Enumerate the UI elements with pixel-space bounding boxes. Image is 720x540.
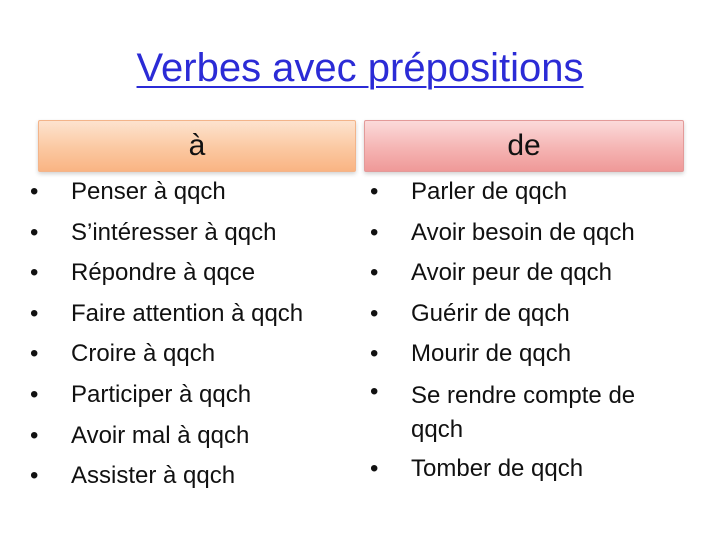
list-item-text: Guérir de qqch: [411, 299, 570, 327]
bullet-icon: •: [30, 299, 39, 327]
list-item-text: Faire attention à qqch: [71, 299, 304, 327]
list-item-text: Penser à qqch: [71, 178, 226, 205]
column-header-de: [364, 120, 684, 172]
verb-list-a: [30, 172, 360, 497]
bullet-icon: •: [30, 218, 39, 246]
list-item: [30, 416, 360, 457]
bullet-icon: •: [30, 178, 39, 205]
column-header-de-label: de: [507, 129, 541, 162]
bullet-icon: •: [30, 380, 39, 408]
list-item-text: Avoir mal à qqch: [71, 421, 250, 449]
list-item: [370, 253, 670, 294]
bullet-icon: •: [370, 454, 379, 482]
bullet-icon: •: [30, 462, 39, 490]
list-item: [30, 253, 360, 294]
list-item-text: Tomber de qqch: [411, 454, 584, 482]
list-item-text: Parler de qqch: [411, 178, 568, 205]
list-item-text: Mourir de qqch: [411, 340, 572, 368]
bullet-icon: •: [370, 218, 379, 246]
list-item-text: Participer à qqch: [71, 380, 252, 408]
list-item-text: Se rendre compte de qqch: [411, 381, 636, 443]
list-item: [370, 294, 670, 335]
list-item: [370, 449, 670, 490]
list-item-text: Croire à qqch: [71, 340, 216, 368]
bullet-icon: •: [30, 340, 39, 368]
list-item: [30, 375, 360, 416]
list-item: [370, 172, 670, 213]
list-item: [30, 172, 360, 213]
list-item-text: Assister à qqch: [71, 462, 236, 490]
list-item-text: S’intéresser à qqch: [71, 218, 277, 246]
list-item-text: Avoir besoin de qqch: [411, 218, 635, 246]
bullet-icon: •: [30, 421, 39, 449]
list-item: [30, 334, 360, 375]
list-item: [370, 334, 670, 375]
list-item-text: Avoir peur de qqch: [411, 259, 613, 287]
list-item-text: Répondre à qqce: [71, 259, 256, 287]
bullet-icon: •: [370, 178, 379, 205]
list-item: [30, 213, 360, 254]
bullet-icon: •: [30, 259, 39, 287]
bullet-icon: •: [370, 259, 379, 287]
bullet-icon: •: [370, 299, 379, 327]
bullet-icon: •: [370, 377, 379, 405]
list-item: [370, 375, 670, 449]
list-item: [30, 294, 360, 335]
list-item: [30, 456, 360, 497]
list-item: [370, 213, 670, 254]
column-header-a: [38, 120, 356, 172]
bullet-icon: •: [370, 340, 379, 368]
verb-list-de: [370, 172, 670, 490]
column-header-a-label: à: [188, 129, 206, 162]
slide-title: Verbes avec prépositions: [136, 46, 584, 90]
